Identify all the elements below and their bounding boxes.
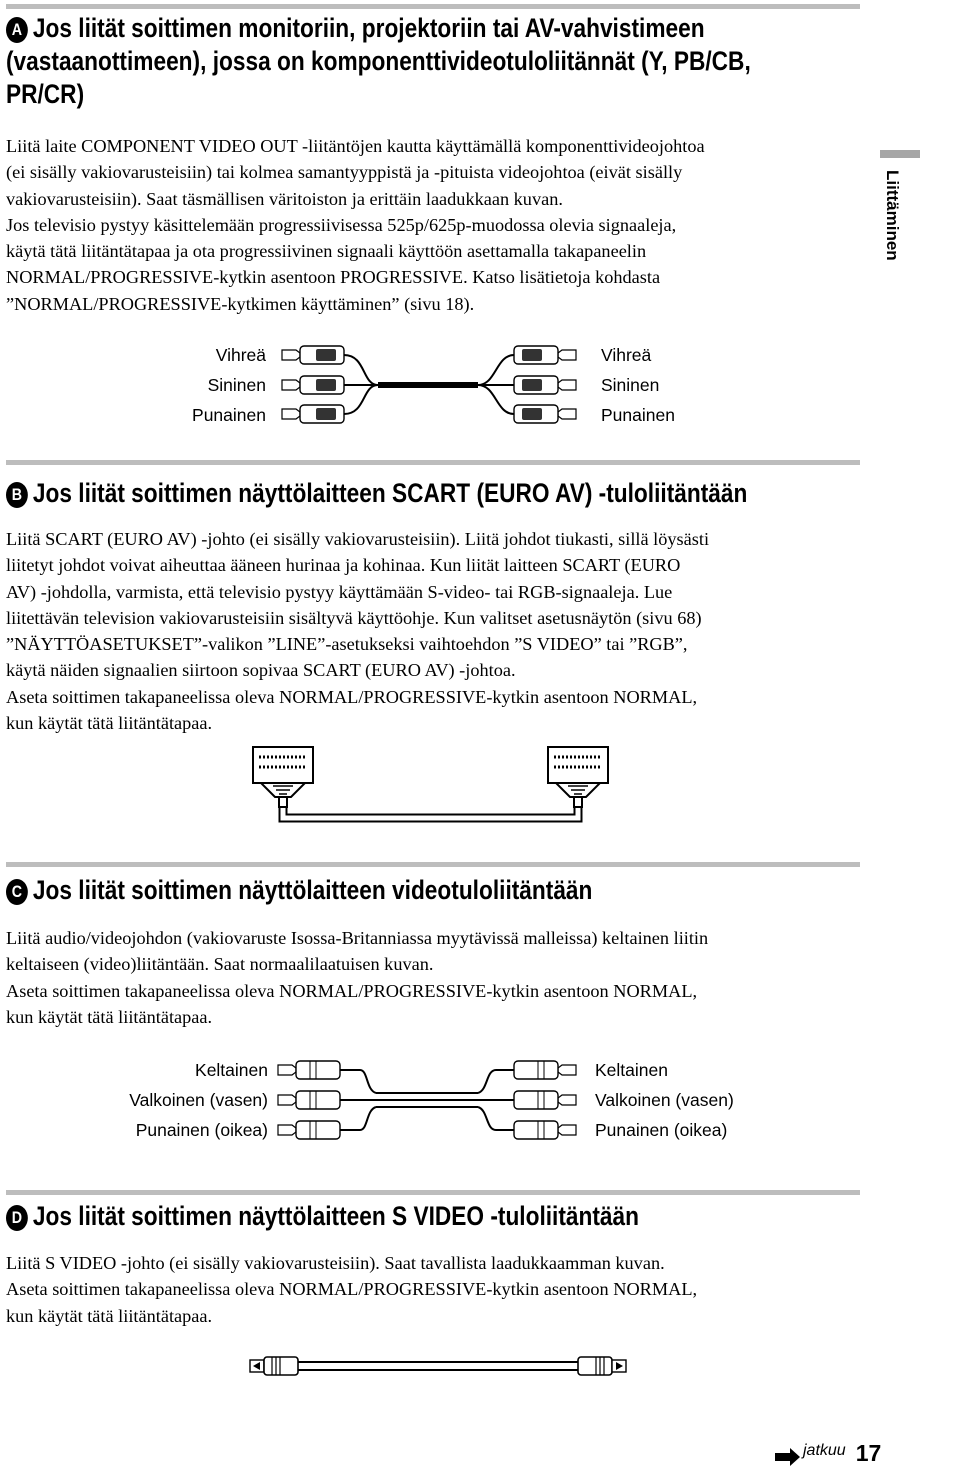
label-yellow-right: Keltainen	[595, 1060, 668, 1080]
section-b-line-8: kun käytät tätä liitäntätapaa.	[6, 713, 213, 734]
label-blue-right: Sininen	[601, 375, 660, 395]
section-d-line-1: Liitä S VIDEO -johto (ei sisälly vakiovarusteisiin). Saat tavallista laadukkaamman kuvan.	[6, 1253, 665, 1273]
section-c-line-1: Liitä audio/videojohdon (vakiovaruste Isossa-Britanniassa myytävissä malleissa) keltainen liitin	[6, 928, 709, 948]
av-cable-icon	[278, 1061, 576, 1139]
svideo-cable-icon	[250, 1357, 626, 1375]
section-b-line-4: liitettävän television vakiovarusteisiin sisältyvä käyttöohje. Kun valitset asetusnäytön (sivu 68)	[6, 607, 702, 628]
section-a-line-7: ”NORMAL/PROGRESSIVE-kytkimen käyttäminen” (sivu 18).	[6, 293, 475, 314]
section-a-line-2: (ei sisälly vakiovarusteisiin) tai kolmea samantyyppistä ja -pituista videojohtoa (eivät sisälly	[6, 162, 683, 183]
component-cable-icon	[282, 346, 576, 423]
continue-label: jatkuu	[803, 1442, 846, 1459]
section-c-line-2: keltaiseen (video)liitäntään. Saat normaalilaatuisen kuvan.	[6, 954, 434, 975]
section-a-title-line-1: Jos liität soittimen monitoriin, projektoriin tai AV-vahvistimeen	[32, 13, 705, 43]
section-c-line-4: kun käytät tätä liitäntätapaa.	[6, 1006, 213, 1027]
label-white-left: Valkoinen (vasen)	[129, 1090, 268, 1110]
section-b-line-7: Aseta soittimen takapaneelissa oleva NORMAL/PROGRESSIVE-kytkin asentoon NORMAL,	[6, 686, 698, 707]
scart-cable-icon	[253, 747, 608, 818]
section-a-letter-badge: A	[6, 17, 28, 43]
page-footer	[775, 1440, 881, 1467]
section-b-line-6: käytä näiden signaalien siirtoon sopivaa SCART (EURO AV) -johtoa.	[6, 660, 516, 681]
side-tab-label: Liittäminen	[883, 170, 902, 261]
section-c-letter-badge: C	[6, 879, 28, 905]
section-d-line-3: kun käytät tätä liitäntätapaa.	[6, 1305, 213, 1326]
section-a-line-1: Liitä laite COMPONENT VIDEO OUT -liitäntöjen kautta käyttämällä komponenttivideojohtoa	[6, 136, 705, 156]
section-b-line-1: Liitä SCART (EURO AV) -johto (ei sisälly vakiovarusteisiin). Liitä johdot tiukasti, sillä löysästi	[6, 529, 710, 549]
section-d-letter-badge: D	[6, 1205, 28, 1231]
section-b-title-text: Jos liität soittimen näyttölaitteen SCART (EURO AV) -tuloliitäntään	[32, 478, 748, 508]
label-blue-left: Sininen	[207, 375, 266, 395]
section-d-title-text: Jos liität soittimen näyttölaitteen S VIDEO -tuloliitäntään	[32, 1201, 640, 1231]
section-b-letter-badge: B	[6, 482, 28, 508]
label-red-left: Punainen	[192, 405, 266, 425]
section-d-line-2: Aseta soittimen takapaneelissa oleva NORMAL/PROGRESSIVE-kytkin asentoon NORMAL,	[6, 1279, 698, 1300]
label-white-right: Valkoinen (vasen)	[595, 1090, 734, 1110]
section-a-line-6: NORMAL/PROGRESSIVE-kytkin asentoon PROGRESSIVE. Katso lisätietoja kohdasta	[6, 267, 661, 288]
label-yellow-left: Keltainen	[195, 1060, 268, 1080]
label-red-right: Punainen	[601, 405, 675, 425]
label-green-right: Vihreä	[601, 345, 652, 365]
section-b-line-5: ”NÄYTTÖASETUKSET”-valikon ”LINE”-asetukseksi vaihtoehdon ”S VIDEO” tai ”RGB”,	[6, 634, 688, 655]
section-c-line-3: Aseta soittimen takapaneelissa oleva NORMAL/PROGRESSIVE-kytkin asentoon NORMAL,	[6, 980, 698, 1001]
label-red-audio-right: Punainen (oikea)	[595, 1120, 728, 1140]
section-a-line-4: Jos televisio pystyy käsittelemään progressiivisessa 525p/625p-muodossa olevia signaaleja,	[6, 214, 677, 235]
section-a-title-line-3: PR/CR)	[6, 79, 85, 109]
page-number: 17	[855, 1440, 882, 1466]
section-a-title-line-2: (vastaanottimeen), jossa on komponenttivideotuloliitännät (Y, PB/CB,	[6, 46, 751, 76]
section-c-title-text: Jos liität soittimen näyttölaitteen videotuloliitäntään	[32, 875, 593, 905]
section-b-line-3: AV) -johdolla, varmista, että televisio pystyy käyttämään S-video- tai RGB-signaaleja. Lue	[6, 581, 673, 602]
section-a-line-3: vakiovarusteisiin). Saat täsmällisen väritoiston ja erittäin laadukkaan kuvan.	[6, 188, 563, 209]
section-b-line-2: liitetyt johdot voivat aiheuttaa ääneen hurinaa ja kohinaa. Kun liität laitteen SCART (EURO	[6, 555, 681, 576]
section-a-line-5: käytä tätä liitäntätapaa ja ota progressiivinen signaali käyttöön asettamalla takapaneelin	[6, 241, 647, 262]
label-green-left: Vihreä	[215, 345, 266, 365]
label-red-audio-left: Punainen (oikea)	[135, 1120, 268, 1140]
